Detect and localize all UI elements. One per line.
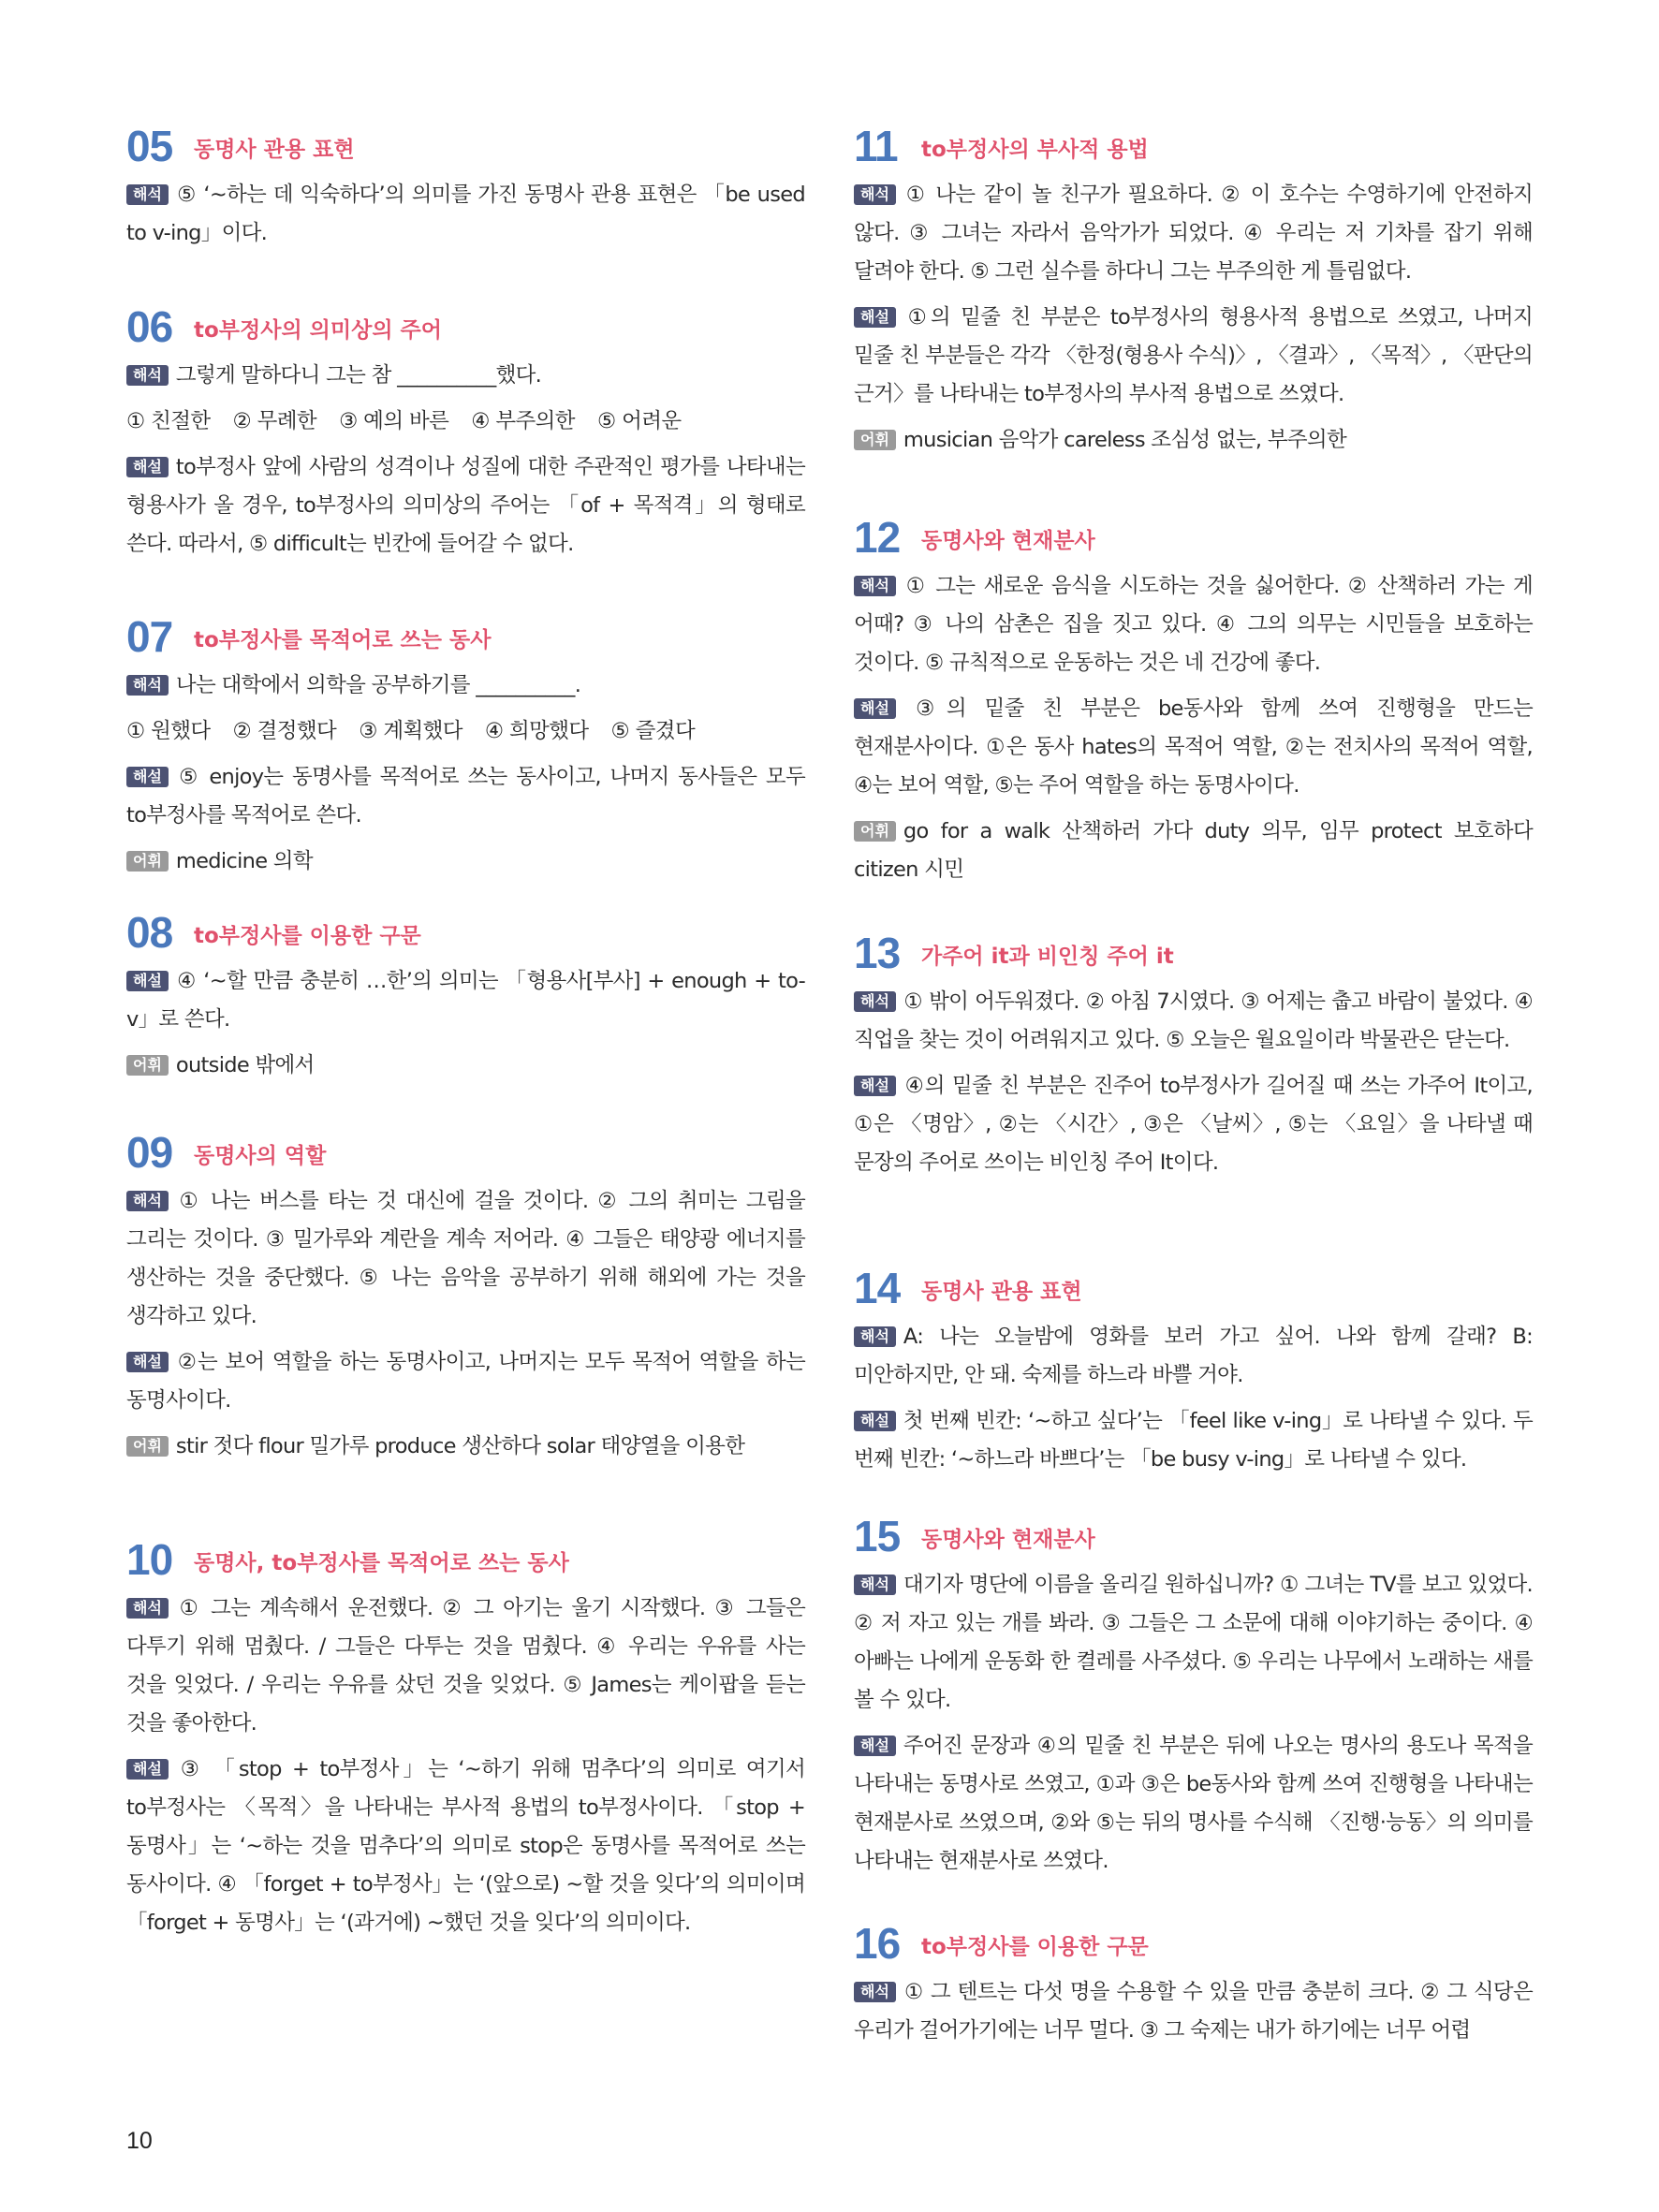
question-number: 07 bbox=[126, 612, 173, 661]
answer-section-14 bbox=[854, 1262, 1533, 1487]
choice-option: ④ 부주의한 bbox=[471, 409, 575, 433]
label-badge: 해석 bbox=[854, 1326, 896, 1347]
block-text: ① 나는 버스를 타는 것 대신에 걸을 것이다. ② 그의 취미는 그림을 그리는 것이다. ③ 밀가루와 계란을 계속 저어라. ④ 그들은 태양광 에너지를 생산하는 것을 중단했다. ⑤ 나는 음악을 공부하기 위해 해외에 가는 것을 생각하고 있다. bbox=[126, 1189, 805, 1328]
label-badge: 해설 bbox=[854, 1736, 896, 1756]
section-title: to부정사를 이용한 구문 bbox=[921, 1935, 1149, 1959]
section-heading bbox=[126, 120, 805, 176]
block-text: ③의 밑줄 친 부분은 be동사와 함께 쓰여 진행형을 만드는 현재분사이다. ①은 동사 hates의 목적어 역할, ②는 전치사의 목적어 역할, ④는 보어 역할, ⑤는 주어 역할을 하는 동명사이다. bbox=[854, 696, 1533, 798]
choice-option: ① 원했다 bbox=[126, 719, 211, 743]
choice-option: ② 결정했다 bbox=[232, 719, 337, 743]
choice-option: ④ 희망했다 bbox=[484, 719, 589, 743]
question-number: 13 bbox=[854, 929, 901, 977]
label-badge: 해석 bbox=[854, 184, 896, 205]
translation-block bbox=[854, 1973, 1533, 2050]
section-heading bbox=[126, 610, 805, 667]
translation-block bbox=[126, 357, 805, 395]
label-badge: 어휘 bbox=[854, 430, 896, 450]
answer-section-08 bbox=[126, 906, 805, 1092]
block-text: 주어진 문장과 ④의 밑줄 친 부분은 뒤에 나오는 명사의 용도나 목적을 나타내는 동명사로 쓰였고, ①과 ③은 be동사와 함께 쓰여 진행형을 나타내는 현재분사로 쓰였으며, ②와 ⑤는 뒤의 명사를 수식해 〈진행·능동〉의 의미를 나타내는 현재분사로 쓰였다. bbox=[854, 1734, 1533, 1873]
label-badge: 해석 bbox=[126, 184, 169, 205]
translation-block bbox=[854, 1318, 1533, 1395]
answer-section-15 bbox=[854, 1510, 1533, 1888]
explanation-block bbox=[854, 1067, 1533, 1182]
question-number: 06 bbox=[126, 302, 173, 351]
vocabulary-block bbox=[126, 1428, 805, 1466]
section-title: to부정사의 부사적 용법 bbox=[921, 138, 1149, 162]
section-title: 동명사 관용 표현 bbox=[194, 138, 355, 162]
section-title: 동명사와 현재분사 bbox=[921, 1528, 1095, 1552]
section-heading bbox=[854, 1917, 1533, 1973]
answer-section-05 bbox=[126, 120, 805, 260]
label-badge: 해설 bbox=[126, 1352, 169, 1372]
vocabulary-block bbox=[854, 421, 1533, 460]
section-heading bbox=[854, 1510, 1533, 1566]
section-title: to부정사를 이용한 구문 bbox=[194, 924, 421, 948]
choice-option: ⑤ 어려운 bbox=[596, 409, 682, 433]
question-number: 10 bbox=[126, 1535, 173, 1584]
label-badge: 해설 bbox=[854, 1411, 896, 1431]
section-title: 동명사의 역할 bbox=[194, 1144, 327, 1168]
block-text: ① 그는 새로운 음식을 시도하는 것을 싫어한다. ② 산책하러 가는 게 어때? ③ 나의 삼촌은 집을 짓고 있다. ④ 그의 의무는 시민들을 보호하는 것이다. ⑤ 규칙적으로 운동하는 것은 네 건강에 좋다. bbox=[854, 574, 1533, 675]
answer-choices bbox=[126, 403, 805, 441]
block-text: 나는 대학에서 의학을 공부하기를 __________. bbox=[175, 673, 581, 697]
block-text: go for a walk 산책하러 가다 duty 의무, 임무 protect 보호하다 citizen 시민 bbox=[854, 819, 1533, 882]
section-heading bbox=[126, 300, 805, 357]
question-number: 08 bbox=[126, 908, 173, 957]
explanation-block bbox=[854, 1402, 1533, 1479]
section-heading bbox=[854, 1262, 1533, 1318]
label-badge: 해석 bbox=[126, 1598, 169, 1619]
question-number: 11 bbox=[854, 122, 898, 170]
translation-block bbox=[126, 176, 805, 253]
choice-option: ⑤ 즐겼다 bbox=[610, 719, 696, 743]
block-text: ① 밖이 어두워졌다. ② 아침 7시였다. ③ 어제는 춥고 바람이 불었다. ④ 직업을 찾는 것이 어려워지고 있다. ⑤ 오늘은 월요일이라 박물관은 닫는다. bbox=[854, 989, 1533, 1052]
block-text: ⑤ enjoy는 동명사를 목적어로 쓰는 동사이고, 나머지 동사들은 모두 to부정사를 목적어로 쓴다. bbox=[126, 765, 805, 828]
label-badge: 해설 bbox=[126, 457, 169, 477]
block-text: ① 나는 같이 놀 친구가 필요하다. ② 이 호수는 수영하기에 안전하지 않다. ③ 그녀는 자라서 음악가가 되었다. ④ 우리는 저 기차를 잡기 위해 달려야 한다. ⑤ 그런 실수를 하다니 그는 부주의한 게 틀림없다. bbox=[854, 183, 1533, 284]
vocabulary-block bbox=[126, 842, 805, 881]
choice-option: ① 친절한 bbox=[126, 409, 211, 433]
block-text: 첫 번째 빈칸: ‘~하고 싶다’는 「feel like v-ing」로 나타낼 수 있다. 두 번째 빈칸: ‘~하느라 바쁘다’는 「be busy v-ing」로 나타낼 수 있다. bbox=[854, 1409, 1533, 1472]
label-badge: 해석 bbox=[854, 991, 896, 1012]
answer-choices bbox=[126, 712, 805, 751]
vocabulary-block bbox=[126, 1047, 805, 1085]
translation-block bbox=[854, 176, 1533, 291]
block-text: ②는 보어 역할을 하는 동명사이고, 나머지는 모두 목적어 역할을 하는 동명사이다. bbox=[126, 1350, 805, 1413]
explanation-block bbox=[126, 962, 805, 1039]
label-badge: 해설 bbox=[854, 1076, 896, 1096]
answer-section-12 bbox=[854, 511, 1533, 897]
question-number: 15 bbox=[854, 1512, 901, 1560]
page-number: 10 bbox=[126, 2128, 153, 2154]
translation-block bbox=[126, 667, 805, 705]
block-text: outside 밖에서 bbox=[175, 1053, 315, 1077]
translation-block bbox=[126, 1589, 805, 1743]
section-heading bbox=[126, 906, 805, 962]
label-badge: 해석 bbox=[854, 576, 896, 596]
section-title: 가주어 it과 비인칭 주어 it bbox=[921, 945, 1174, 969]
answer-section-06 bbox=[126, 300, 805, 571]
translation-block bbox=[854, 1566, 1533, 1720]
label-badge: 해석 bbox=[854, 1575, 896, 1595]
question-number: 12 bbox=[854, 513, 901, 562]
label-badge: 해설 bbox=[126, 767, 169, 787]
block-text: ① 그는 계속해서 운전했다. ② 그 아기는 울기 시작했다. ③ 그들은 다투기 위해 멈췄다. / 그들은 다투는 것을 멈췄다. ④ 우리는 우유를 사는 것을 잊었다. / 우리는 우유를 샀던 것을 잊었다. ⑤ James는 케이팝을 듣는 것을 좋아한다. bbox=[126, 1596, 805, 1736]
section-heading bbox=[126, 1533, 805, 1589]
label-badge: 해설 bbox=[854, 698, 896, 719]
choice-option: ② 무례한 bbox=[232, 409, 317, 433]
block-text: ① 그 텐트는 다섯 명을 수용할 수 있을 만큼 충분히 크다. ② 그 식당은 우리가 걸어가기에는 너무 멀다. ③ 그 숙제는 내가 하기에는 너무 어렵 bbox=[854, 1980, 1533, 2043]
answer-section-09 bbox=[126, 1126, 805, 1473]
explanation-block bbox=[126, 758, 805, 835]
label-badge: 해석 bbox=[126, 675, 169, 696]
choice-option: ③ 예의 바른 bbox=[339, 409, 449, 433]
block-text: ①의 밑줄 친 부분은 to부정사의 형용사적 용법으로 쓰였고, 나머지 밑줄 친 부분들은 각각 〈한정(형용사 수식)〉, 〈결과〉, 〈목적〉, 〈판단의 근거〉를 나타내는 to부정사의 부사적 용법으로 쓰였다. bbox=[854, 305, 1533, 406]
vocabulary-block bbox=[854, 813, 1533, 889]
section-heading bbox=[854, 927, 1533, 983]
explanation-block bbox=[126, 1343, 805, 1420]
block-text: A: 나는 오늘밤에 영화를 보러 가고 싶어. 나와 함께 갈래? B: 미안하지만, 안 돼. 숙제를 하느라 바쁠 거야. bbox=[854, 1325, 1533, 1387]
label-badge: 해설 bbox=[126, 1759, 169, 1780]
label-badge: 해석 bbox=[126, 365, 169, 386]
label-badge: 어휘 bbox=[126, 851, 169, 872]
explanation-block bbox=[126, 1751, 805, 1942]
section-title: 동명사 관용 표현 bbox=[921, 1280, 1082, 1304]
explanation-block bbox=[854, 1727, 1533, 1881]
label-badge: 해설 bbox=[126, 971, 169, 991]
block-text: musician 음악가 careless 조심성 없는, 부주의한 bbox=[903, 428, 1346, 452]
label-badge: 해설 bbox=[854, 307, 896, 328]
block-text: ⑤ ‘~하는 데 익숙하다’의 의미를 가진 동명사 관용 표현은 「be used to v-ing」이다. bbox=[126, 183, 805, 245]
label-badge: 어휘 bbox=[126, 1055, 169, 1076]
section-heading bbox=[854, 511, 1533, 567]
choice-option: ③ 계획했다 bbox=[359, 719, 462, 743]
label-badge: 해석 bbox=[126, 1191, 169, 1211]
block-text: to부정사 앞에 사람의 성격이나 성질에 대한 주관적인 평가를 나타내는 형용사가 올 경우, to부정사의 의미상의 주어는 「of + 목적격」의 형태로 쓴다. 따라서, ⑤ difficult는 빈칸에 들어갈 수 없다. bbox=[126, 455, 805, 556]
block-text: 그렇게 말하다니 그는 참 __________했다. bbox=[175, 363, 542, 388]
label-badge: 해석 bbox=[854, 1982, 896, 2002]
explanation-block bbox=[126, 448, 805, 564]
section-heading bbox=[854, 120, 1533, 176]
section-title: to부정사를 목적어로 쓰는 동사 bbox=[194, 628, 492, 652]
section-title: to부정사의 의미상의 주어 bbox=[194, 318, 442, 343]
answer-section-11 bbox=[854, 120, 1533, 467]
question-number: 16 bbox=[854, 1919, 901, 1968]
block-text: ③ 「stop + to부정사」는 ‘~하기 위해 멈추다’의 의미로 여기서 to부정사는 〈목적〉을 나타내는 부사적 용법의 to부정사이다. 「stop + 동명사」는 ‘~하는 것을 멈추다’의 의미로 stop은 동명사를 목적어로 쓰는 동사이다. ④ 「forget + to부정사」는 ‘(앞으로) ~할 것을 잊다’의 의미이며 「forget + 동명사」는 ‘(과거에) ~했던 것을 잊다’의 의미이다. bbox=[126, 1757, 805, 1935]
label-badge: 어휘 bbox=[126, 1436, 169, 1457]
explanation-block bbox=[854, 299, 1533, 414]
question-number: 14 bbox=[854, 1264, 901, 1312]
section-heading bbox=[126, 1126, 805, 1182]
question-number: 05 bbox=[126, 122, 173, 170]
answer-section-10 bbox=[126, 1533, 805, 1950]
block-text: stir 젓다 flour 밀가루 produce 생산하다 solar 태양열을 이용한 bbox=[175, 1434, 745, 1458]
translation-block bbox=[854, 983, 1533, 1060]
block-text: 대기자 명단에 이름을 올리길 원하십니까? ① 그녀는 TV를 보고 있었다. ② 저 자고 있는 개를 봐라. ③ 그들은 그 소문에 대해 이야기하는 중이다. ④ 아빠는 나에게 운동화 한 켤레를 사주셨다. ⑤ 우리는 나무에서 노래하는 새를 볼 수 있다. bbox=[854, 1573, 1533, 1712]
section-title: 동명사, to부정사를 목적어로 쓰는 동사 bbox=[194, 1551, 569, 1575]
translation-block bbox=[126, 1182, 805, 1336]
section-title: 동명사와 현재분사 bbox=[921, 529, 1095, 553]
answer-section-16 bbox=[854, 1917, 1533, 2058]
answer-section-07 bbox=[126, 610, 805, 888]
label-badge: 어휘 bbox=[854, 821, 896, 842]
block-text: ④의 밑줄 친 부분은 진주어 to부정사가 길어질 때 쓰는 가주어 It이고, ①은 〈명암〉, ②는 〈시간〉, ③은 〈날씨〉, ⑤는 〈요일〉을 나타낼 때 문장의 주어로 쓰이는 비인칭 주어 It이다. bbox=[854, 1074, 1533, 1175]
block-text: ④ ‘~할 만큼 충분히 …한’의 의미는 「형용사[부사] + enough + to-v」로 쓴다. bbox=[126, 969, 805, 1032]
answer-section-13 bbox=[854, 927, 1533, 1190]
translation-block bbox=[854, 567, 1533, 682]
question-number: 09 bbox=[126, 1128, 173, 1177]
explanation-block bbox=[854, 690, 1533, 805]
block-text: medicine 의학 bbox=[175, 849, 313, 873]
